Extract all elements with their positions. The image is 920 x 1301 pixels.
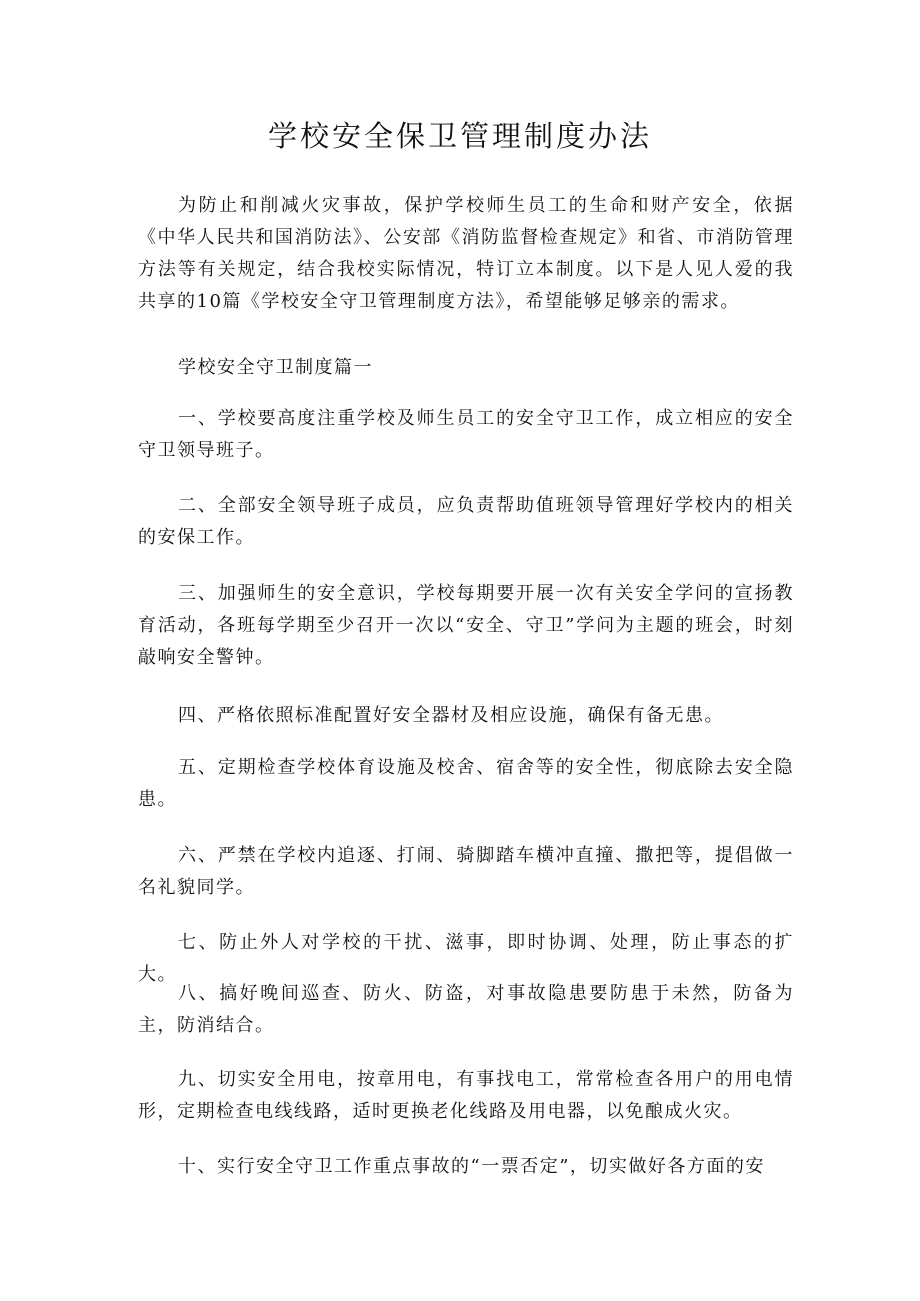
rule-item-10: 十、实行安全守卫工作重点事故的“一票否定”，切实做好各方面的安 — [178, 1156, 765, 1177]
rule-item-2: 二、全部安全领导班子成员，应负责帮助值班领导管理好学校内的相关的安保工作。 — [138, 495, 794, 548]
intro-paragraph: 为防止和削减火灾事故，保护学校师生员工的生命和财产安全，依据《中华人民共和国消防法》、公安部《消防监督检查规定》和省、市消防管理方法等有关规定，结合我校实际情况，特订立本制度。以下是人见人爱的我共享的10篇《学校安全守卫管理制度方法》，希望能够足够亲的需求。 — [138, 195, 794, 312]
rule-item-1: 一、学校要高度注重学校及师生员工的安全守卫工作，成立相应的安全守卫领导班子。 — [138, 408, 794, 461]
section-heading: 学校安全守卫制度篇一 — [178, 357, 373, 378]
rule-item-7: 七、防止外人对学校的干扰、滋事，即时协调、处理，防止事态的扩大。 — [138, 932, 794, 985]
rule-item-8: 八、搞好晚间巡查、防火、防盗，对事故隐患要防患于未然，防备为主，防消结合。 — [138, 983, 794, 1036]
rule-item-6: 六、严禁在学校内追逐、打闹、骑脚踏车横冲直撞、撒把等，提倡做一名礼貌同学。 — [138, 845, 794, 898]
rule-item-3: 三、加强师生的安全意识，学校每期要开展一次有关安全学问的宣扬教育活动，各班每学期至少召开一次以“安全、守卫”学问为主题的班会，时刻敲响安全警钟。 — [138, 583, 794, 668]
rule-item-9: 九、切实安全用电，按章用电，有事找电工，常常检查各用户的用电情形，定期检查电线线路，适时更换老化线路及用电器，以免酿成火灾。 — [138, 1069, 794, 1122]
rule-item-5: 五、定期检查学校体育设施及校舍、宿舍等的安全性，彻底除去安全隐患。 — [138, 757, 794, 810]
rule-item-4: 四、严格依照标准配置好安全器材及相应设施，确保有备无患。 — [178, 705, 724, 726]
document-title: 学校安全保卫管理制度办法 — [267, 119, 652, 153]
